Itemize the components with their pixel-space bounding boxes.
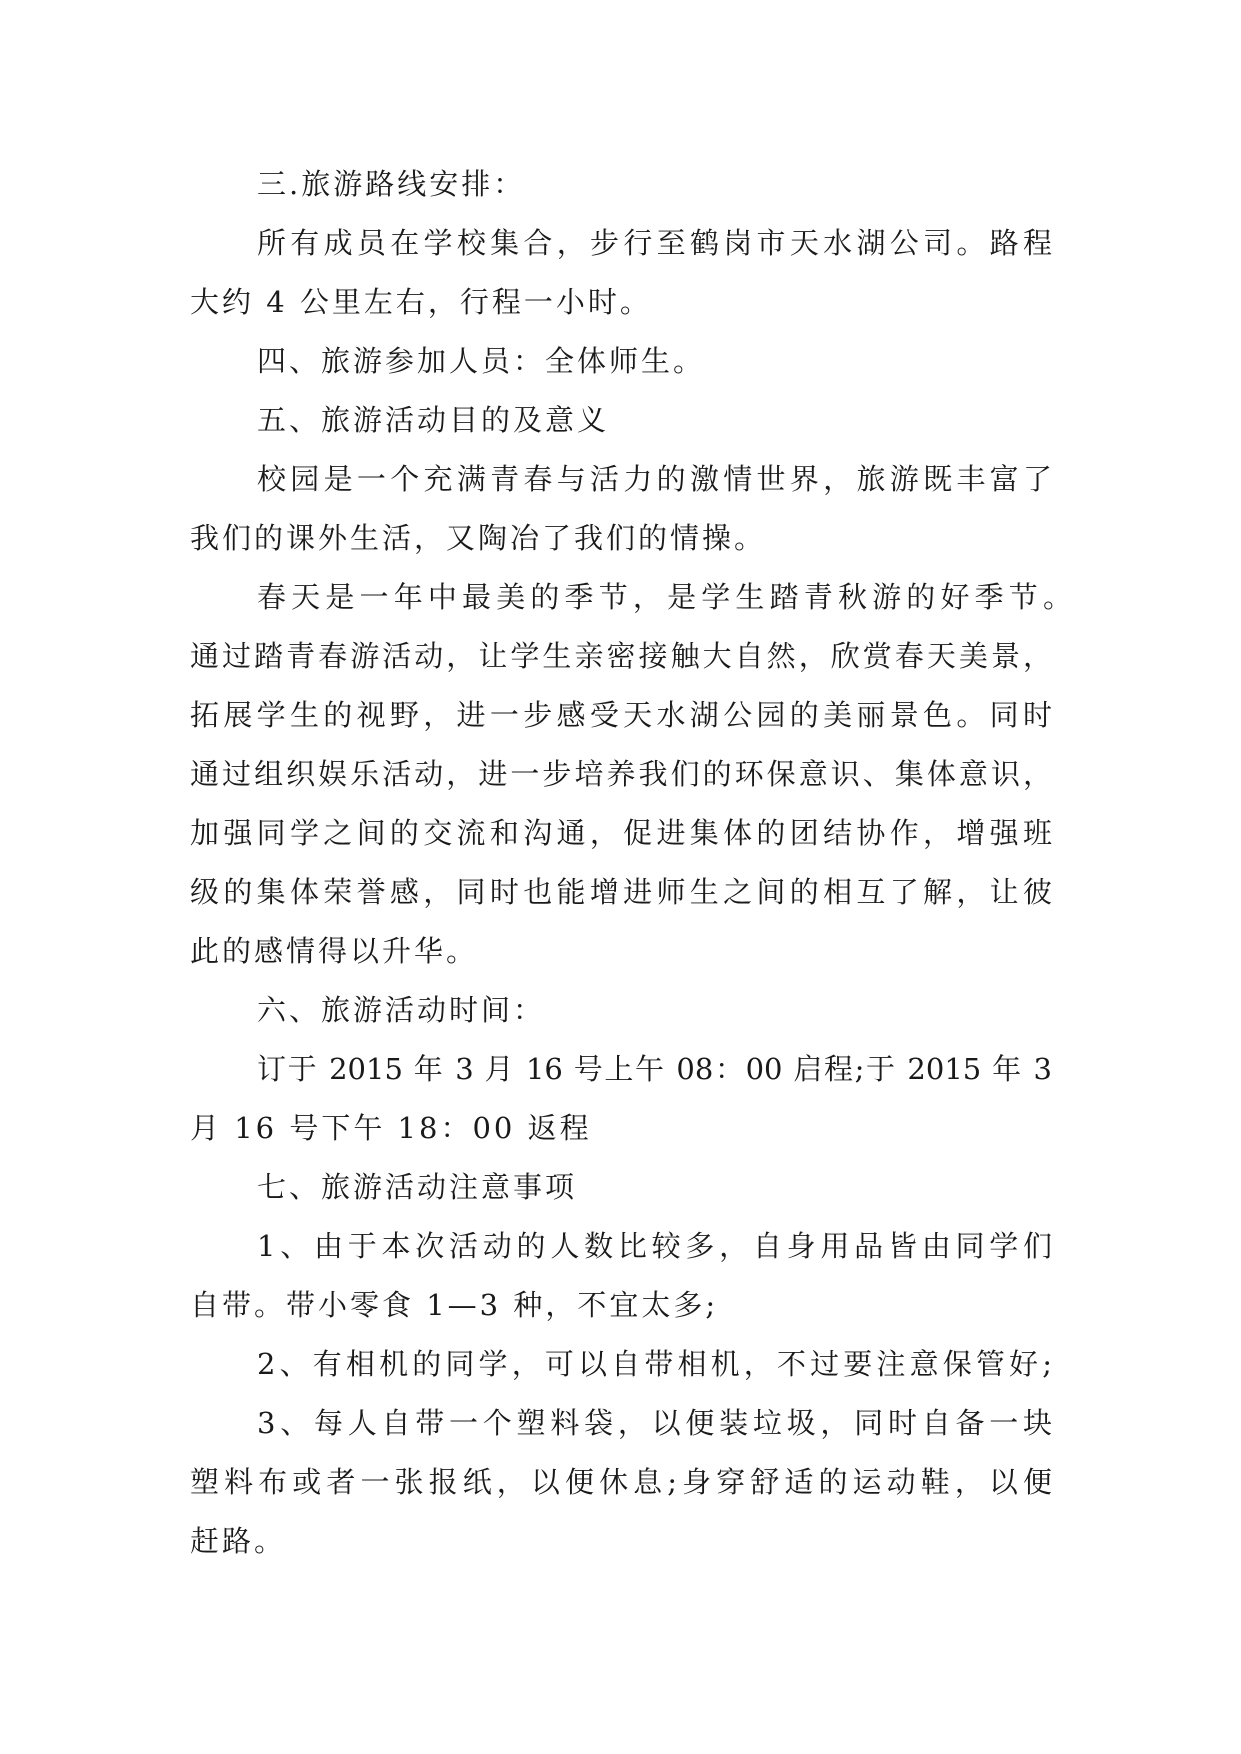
list-item-line: 3、每人自带一个塑料袋，以便装垃圾，同时自备一块 <box>257 1406 1052 1440</box>
paragraph-line: 所有成员在学校集合，步行至鹤岗市天水湖公司。路程 <box>257 226 1052 260</box>
section-heading-notes: 七、旅游活动注意事项 <box>257 1170 578 1204</box>
section-heading-time: 六、旅游活动时间： <box>257 993 546 1027</box>
list-item-line: 赶路。 <box>190 1524 287 1558</box>
paragraph-line: 订于 2015 年 3 月 16 号上午 08：00 启程;于 2015 年 3 <box>257 1052 1052 1086</box>
paragraph-line: 校园是一个充满青春与活力的激情世界，旅游既丰富了 <box>257 462 1052 496</box>
list-item-line: 自带。带小零食 1—3 种，不宜太多; <box>190 1288 719 1322</box>
section-heading-purpose: 五、旅游活动目的及意义 <box>257 403 610 437</box>
list-item-line: 塑料布或者一张报纸，以便休息;身穿舒适的运动鞋，以便 <box>190 1465 1052 1499</box>
section-heading-route: 三.旅游路线安排： <box>257 167 526 201</box>
paragraph-line: 加强同学之间的交流和沟通，促进集体的团结协作，增强班 <box>190 816 1052 850</box>
paragraph-line: 大约 4 公里左右，行程一小时。 <box>190 285 652 319</box>
paragraph-line: 级的集体荣誉感，同时也能增进师生之间的相互了解，让彼 <box>190 875 1052 909</box>
list-item-line: 2、有相机的同学，可以自带相机，不过要注意保管好; <box>257 1347 1052 1381</box>
list-item-line: 1、由于本次活动的人数比较多，自身用品皆由同学们 <box>257 1229 1052 1263</box>
section-heading-participants: 四、旅游参加人员：全体师生。 <box>257 344 706 378</box>
paragraph-line: 此的感情得以升华。 <box>190 934 479 968</box>
paragraph-line: 我们的课外生活，又陶冶了我们的情操。 <box>190 521 767 555</box>
paragraph-line: 春天是一年中最美的季节，是学生踏青秋游的好季节。 <box>257 580 1072 614</box>
paragraph-line: 月 16 号下午 18：00 返程 <box>190 1111 592 1145</box>
paragraph-line: 通过踏青春游活动，让学生亲密接触大自然，欣赏春天美景， <box>190 639 1052 673</box>
paragraph-line: 通过组织娱乐活动，进一步培养我们的环保意识、集体意识， <box>190 757 1052 791</box>
paragraph-line: 拓展学生的视野，进一步感受天水湖公园的美丽景色。同时 <box>190 698 1052 732</box>
